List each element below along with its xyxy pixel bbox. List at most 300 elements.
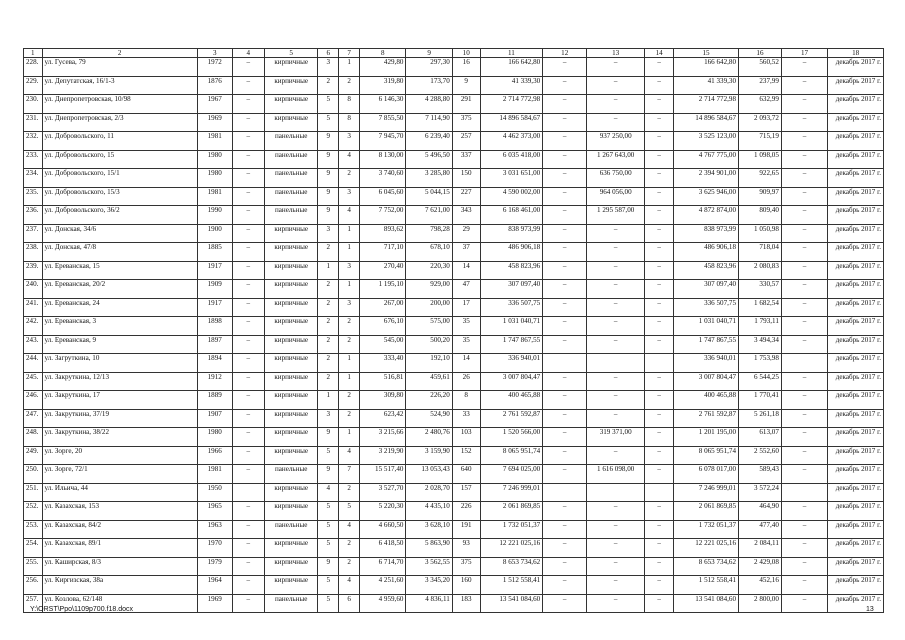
total-cost-cell: 1 031 040,71	[480, 317, 543, 336]
col-17-cell: –	[781, 58, 827, 77]
street-address-cell: ул. Депутатская, 16/1-3	[42, 76, 197, 95]
col-4-cell: –	[232, 206, 264, 225]
regional-funds-cell: –	[587, 557, 645, 576]
wall-material-cell: кирпичные	[265, 502, 318, 521]
residents-cell: 47	[452, 280, 480, 299]
table-row	[24, 428, 884, 447]
col-17-cell: –	[781, 391, 827, 410]
regional-funds-cell: –	[587, 280, 645, 299]
floors-cell: 9	[318, 428, 339, 447]
wall-material-cell: панельные	[265, 187, 318, 206]
cost-per-sqm-cell: 6 544,25	[739, 372, 782, 391]
street-address-cell: ул. Казахская, 153	[42, 502, 197, 521]
col-12-cell: –	[543, 446, 587, 465]
cost-per-sqm-cell: 1 793,11	[739, 317, 782, 336]
col-4-cell: –	[232, 298, 264, 317]
col-14-cell: –	[645, 409, 674, 428]
column-number: 8	[360, 49, 406, 58]
total-area-cell: 3 215,66	[360, 428, 406, 447]
residents-cell: 8	[452, 391, 480, 410]
column-number: 14	[645, 49, 674, 58]
col-12-cell: –	[543, 95, 587, 114]
local-funds-cell: 1 031 040,71	[674, 317, 739, 336]
local-funds-cell: 307 097,40	[674, 280, 739, 299]
street-address-cell: ул. Гусева, 79	[42, 58, 197, 77]
table-row	[24, 465, 884, 484]
residents-cell: 257	[452, 132, 480, 151]
column-number: 4	[232, 49, 264, 58]
deadline-cell: декабрь 2017 г.	[828, 409, 884, 428]
col-4-cell: –	[232, 261, 264, 280]
total-area-cell: 3 527,70	[360, 483, 406, 502]
regional-funds-cell: 1 295 587,00	[587, 206, 645, 225]
cost-per-sqm-cell: 1 753,98	[739, 354, 782, 373]
table-row	[24, 372, 884, 391]
local-funds-cell: 1 201 195,00	[674, 428, 739, 447]
deadline-cell: декабрь 2017 г.	[828, 446, 884, 465]
total-area-cell: 15 517,40	[360, 465, 406, 484]
col-14-cell: –	[645, 465, 674, 484]
year-built-cell: 1909	[197, 280, 232, 299]
deadline-cell: декабрь 2017 г.	[828, 483, 884, 502]
regional-funds-cell: –	[587, 261, 645, 280]
floors-cell: 9	[318, 206, 339, 225]
living-area-cell: 4 288,80	[406, 95, 452, 114]
cost-per-sqm-cell: 3 572,24	[739, 483, 782, 502]
total-cost-cell: 1 512 558,41	[480, 576, 543, 595]
entrances-cell: 2	[339, 483, 360, 502]
regional-funds-cell	[587, 483, 645, 502]
entrances-cell: 1	[339, 224, 360, 243]
cost-per-sqm-cell: 715,19	[739, 132, 782, 151]
cost-per-sqm-cell: 330,57	[739, 280, 782, 299]
year-built-cell: 1980	[197, 150, 232, 169]
cell-index-cell: 238.	[24, 243, 43, 262]
col-12-cell: –	[543, 298, 587, 317]
year-built-cell: 1885	[197, 243, 232, 262]
total-cost-cell: 4 590 002,00	[480, 187, 543, 206]
wall-material-cell: кирпичные	[265, 95, 318, 114]
entrances-cell: 3	[339, 187, 360, 206]
year-built-cell: 1889	[197, 391, 232, 410]
col-12-cell: –	[543, 428, 587, 447]
total-cost-cell: 336 940,01	[480, 354, 543, 373]
col-17-cell: –	[781, 317, 827, 336]
column-number: 15	[674, 49, 739, 58]
total-area-cell: 893,62	[360, 224, 406, 243]
year-built-cell: 1897	[197, 335, 232, 354]
col-17-cell: –	[781, 261, 827, 280]
cell-index-cell: 228.	[24, 58, 43, 77]
col-14-cell: –	[645, 132, 674, 151]
col-4-cell: –	[232, 446, 264, 465]
regional-funds-cell: 1 616 098,00	[587, 465, 645, 484]
living-area-cell: 6 239,40	[406, 132, 452, 151]
deadline-cell: декабрь 2017 г.	[828, 58, 884, 77]
cell-index-cell: 253.	[24, 520, 43, 539]
col-4-cell: –	[232, 354, 264, 373]
floors-cell: 5	[318, 539, 339, 558]
local-funds-cell: 458 823,96	[674, 261, 739, 280]
table-row	[24, 280, 884, 299]
total-cost-cell: 166 642,80	[480, 58, 543, 77]
wall-material-cell: кирпичные	[265, 409, 318, 428]
wall-material-cell: кирпичные	[265, 113, 318, 132]
deadline-cell: декабрь 2017 г.	[828, 354, 884, 373]
column-number: 2	[42, 49, 197, 58]
table-row	[24, 502, 884, 521]
street-address-cell: ул. Козлова, 62/148	[42, 594, 197, 613]
table-row	[24, 594, 884, 613]
year-built-cell: 1981	[197, 187, 232, 206]
total-area-cell: 717,10	[360, 243, 406, 262]
deadline-cell: декабрь 2017 г.	[828, 95, 884, 114]
cost-per-sqm-cell: 2 800,00	[739, 594, 782, 613]
table-row	[24, 58, 884, 77]
living-area-cell: 3 562,55	[406, 557, 452, 576]
col-14-cell: –	[645, 391, 674, 410]
floors-cell: 9	[318, 150, 339, 169]
total-cost-cell: 838 973,99	[480, 224, 543, 243]
local-funds-cell: 166 642,80	[674, 58, 739, 77]
cost-per-sqm-cell: 2 084,11	[739, 539, 782, 558]
total-area-cell: 8 130,00	[360, 150, 406, 169]
total-cost-cell: 1 732 051,37	[480, 520, 543, 539]
cell-index-cell: 243.	[24, 335, 43, 354]
col-14-cell: –	[645, 113, 674, 132]
regional-funds-cell: –	[587, 409, 645, 428]
year-built-cell: 1981	[197, 465, 232, 484]
col-14-cell: –	[645, 224, 674, 243]
entrances-cell: 2	[339, 409, 360, 428]
floors-cell: 3	[318, 224, 339, 243]
col-12-cell: –	[543, 372, 587, 391]
cell-index-cell: 229.	[24, 76, 43, 95]
wall-material-cell: кирпичные	[265, 428, 318, 447]
cost-per-sqm-cell: 5 261,18	[739, 409, 782, 428]
total-area-cell: 4 959,60	[360, 594, 406, 613]
floors-cell: 3	[318, 58, 339, 77]
local-funds-cell: 4 767 775,00	[674, 150, 739, 169]
col-12-cell: –	[543, 539, 587, 558]
cell-index-cell: 241.	[24, 298, 43, 317]
year-built-cell: 1967	[197, 95, 232, 114]
entrances-cell: 2	[339, 335, 360, 354]
col-4-cell: –	[232, 372, 264, 391]
street-address-cell: ул. Зорге, 20	[42, 446, 197, 465]
living-area-cell: 200,00	[406, 298, 452, 317]
entrances-cell: 5	[339, 502, 360, 521]
total-cost-cell: 7 246 999,01	[480, 483, 543, 502]
deadline-cell: декабрь 2017 г.	[828, 520, 884, 539]
column-number-row	[24, 49, 884, 58]
col-12-cell: –	[543, 187, 587, 206]
col-14-cell: –	[645, 317, 674, 336]
regional-funds-cell: –	[587, 594, 645, 613]
living-area-cell: 929,00	[406, 280, 452, 299]
street-address-cell: ул. Ереванская, 15	[42, 261, 197, 280]
living-area-cell: 13 053,43	[406, 465, 452, 484]
residents-cell: 640	[452, 465, 480, 484]
col-17-cell: –	[781, 594, 827, 613]
col-14-cell: –	[645, 372, 674, 391]
wall-material-cell: кирпичные	[265, 539, 318, 558]
col-17-cell: –	[781, 169, 827, 188]
regional-funds-cell: 1 267 643,00	[587, 150, 645, 169]
regional-funds-cell: –	[587, 76, 645, 95]
living-area-cell: 3 345,20	[406, 576, 452, 595]
cell-index-cell: 257.	[24, 594, 43, 613]
col-17-cell: –	[781, 520, 827, 539]
total-area-cell: 3 219,90	[360, 446, 406, 465]
total-area-cell: 7 945,70	[360, 132, 406, 151]
entrances-cell: 2	[339, 317, 360, 336]
total-area-cell: 6 418,50	[360, 539, 406, 558]
deadline-cell: декабрь 2017 г.	[828, 132, 884, 151]
year-built-cell: 1965	[197, 502, 232, 521]
column-number: 12	[543, 49, 587, 58]
deadline-cell: декабрь 2017 г.	[828, 76, 884, 95]
entrances-cell: 4	[339, 206, 360, 225]
residents-cell: 17	[452, 298, 480, 317]
table-row	[24, 557, 884, 576]
wall-material-cell: кирпичные	[265, 298, 318, 317]
residents-cell: 227	[452, 187, 480, 206]
deadline-cell: декабрь 2017 г.	[828, 428, 884, 447]
entrances-cell: 1	[339, 354, 360, 373]
total-area-cell: 6 146,30	[360, 95, 406, 114]
deadline-cell: декабрь 2017 г.	[828, 150, 884, 169]
living-area-cell: 226,20	[406, 391, 452, 410]
column-number: 7	[339, 49, 360, 58]
regional-funds-cell: –	[587, 113, 645, 132]
table-row	[24, 224, 884, 243]
cell-index-cell: 239.	[24, 261, 43, 280]
living-area-cell: 459,61	[406, 372, 452, 391]
cell-index-cell: 237.	[24, 224, 43, 243]
col-4-cell: –	[232, 187, 264, 206]
table-row	[24, 95, 884, 114]
total-area-cell: 4 251,60	[360, 576, 406, 595]
col-14-cell: –	[645, 520, 674, 539]
column-number: 11	[480, 49, 543, 58]
total-cost-cell: 1 520 566,00	[480, 428, 543, 447]
column-number: 17	[781, 49, 827, 58]
cost-per-sqm-cell: 809,40	[739, 206, 782, 225]
street-address-cell: ул. Киргизская, 38а	[42, 576, 197, 595]
floors-cell: 2	[318, 280, 339, 299]
total-cost-cell: 12 221 025,16	[480, 539, 543, 558]
entrances-cell: 2	[339, 391, 360, 410]
total-cost-cell: 41 339,30	[480, 76, 543, 95]
residents-cell: 37	[452, 243, 480, 262]
floors-cell: 2	[318, 243, 339, 262]
col-14-cell: –	[645, 206, 674, 225]
local-funds-cell: 2 714 772,98	[674, 95, 739, 114]
street-address-cell: ул. Ереванская, 20/2	[42, 280, 197, 299]
column-number: 18	[828, 49, 884, 58]
residents-cell: 183	[452, 594, 480, 613]
deadline-cell: декабрь 2017 г.	[828, 335, 884, 354]
regional-funds-cell: 964 056,00	[587, 187, 645, 206]
col-4-cell: –	[232, 335, 264, 354]
col-17-cell: –	[781, 409, 827, 428]
cost-per-sqm-cell: 477,40	[739, 520, 782, 539]
living-area-cell: 500,20	[406, 335, 452, 354]
col-4-cell: –	[232, 428, 264, 447]
cell-index-cell: 255.	[24, 557, 43, 576]
local-funds-cell: 7 246 999,01	[674, 483, 739, 502]
living-area-cell: 678,10	[406, 243, 452, 262]
living-area-cell: 4 836,11	[406, 594, 452, 613]
living-area-cell: 798,28	[406, 224, 452, 243]
col-17-cell: –	[781, 576, 827, 595]
total-area-cell: 333,40	[360, 354, 406, 373]
deadline-cell: декабрь 2017 г.	[828, 169, 884, 188]
wall-material-cell: кирпичные	[265, 243, 318, 262]
cell-index-cell: 250.	[24, 465, 43, 484]
floors-cell: 2	[318, 372, 339, 391]
table-row	[24, 409, 884, 428]
deadline-cell: декабрь 2017 г.	[828, 317, 884, 336]
local-funds-cell: 41 339,30	[674, 76, 739, 95]
street-address-cell: ул. Добровольского, 36/2	[42, 206, 197, 225]
col-14-cell: –	[645, 446, 674, 465]
total-cost-cell: 6 168 461,00	[480, 206, 543, 225]
total-area-cell: 4 660,50	[360, 520, 406, 539]
regional-funds-cell: –	[587, 446, 645, 465]
col-17-cell: –	[781, 76, 827, 95]
year-built-cell: 1979	[197, 557, 232, 576]
regional-funds-cell: –	[587, 298, 645, 317]
residents-cell: 9	[452, 76, 480, 95]
cost-per-sqm-cell: 1 098,05	[739, 150, 782, 169]
col-17-cell: –	[781, 502, 827, 521]
entrances-cell: 3	[339, 298, 360, 317]
local-funds-cell: 13 541 084,60	[674, 594, 739, 613]
local-funds-cell: 838 973,99	[674, 224, 739, 243]
column-number: 1	[24, 49, 43, 58]
local-funds-cell: 2 061 869,85	[674, 502, 739, 521]
total-area-cell: 7 855,50	[360, 113, 406, 132]
deadline-cell: декабрь 2017 г.	[828, 224, 884, 243]
total-cost-cell: 13 541 084,60	[480, 594, 543, 613]
table-row	[24, 113, 884, 132]
col-14-cell: –	[645, 280, 674, 299]
col-14-cell: –	[645, 243, 674, 262]
living-area-cell: 3 285,80	[406, 169, 452, 188]
year-built-cell: 1950	[197, 483, 232, 502]
col-17-cell: –	[781, 298, 827, 317]
wall-material-cell: панельные	[265, 206, 318, 225]
table-row	[24, 76, 884, 95]
cost-per-sqm-cell: 909,97	[739, 187, 782, 206]
col-4-cell: –	[232, 150, 264, 169]
local-funds-cell: 486 906,18	[674, 243, 739, 262]
wall-material-cell: кирпичные	[265, 261, 318, 280]
cost-per-sqm-cell: 632,99	[739, 95, 782, 114]
street-address-cell: ул. Днепропетровская, 2/3	[42, 113, 197, 132]
floors-cell: 9	[318, 132, 339, 151]
regional-funds-cell: 636 750,00	[587, 169, 645, 188]
total-area-cell: 6 045,60	[360, 187, 406, 206]
floors-cell: 9	[318, 557, 339, 576]
local-funds-cell: 12 221 025,16	[674, 539, 739, 558]
entrances-cell: 8	[339, 95, 360, 114]
cost-per-sqm-cell: 2 552,60	[739, 446, 782, 465]
col-17-cell: –	[781, 224, 827, 243]
deadline-cell: декабрь 2017 г.	[828, 113, 884, 132]
col-12-cell: –	[543, 150, 587, 169]
cell-index-cell: 236.	[24, 206, 43, 225]
floors-cell: 4	[318, 483, 339, 502]
local-funds-cell: 3 625 946,00	[674, 187, 739, 206]
year-built-cell: 1964	[197, 576, 232, 595]
total-area-cell: 6 714,70	[360, 557, 406, 576]
street-address-cell: ул. Закруткина, 17	[42, 391, 197, 410]
street-address-cell: ул. Донская, 34/6	[42, 224, 197, 243]
col-12-cell: –	[543, 58, 587, 77]
col-4-cell	[232, 483, 264, 502]
entrances-cell: 3	[339, 261, 360, 280]
street-address-cell: ул. Ереванская, 9	[42, 335, 197, 354]
local-funds-cell: 14 896 584,67	[674, 113, 739, 132]
col-4-cell: –	[232, 58, 264, 77]
floors-cell: 2	[318, 298, 339, 317]
living-area-cell: 2 480,76	[406, 428, 452, 447]
wall-material-cell: панельные	[265, 132, 318, 151]
cell-index-cell: 240.	[24, 280, 43, 299]
year-built-cell: 1981	[197, 132, 232, 151]
floors-cell: 5	[318, 594, 339, 613]
col-14-cell: –	[645, 58, 674, 77]
total-area-cell: 3 740,60	[360, 169, 406, 188]
table-row	[24, 261, 884, 280]
total-cost-cell: 336 507,75	[480, 298, 543, 317]
floors-cell: 9	[318, 187, 339, 206]
floors-cell: 5	[318, 446, 339, 465]
street-address-cell: ул. Добровольского, 15/1	[42, 169, 197, 188]
col-12-cell: –	[543, 76, 587, 95]
year-built-cell: 1907	[197, 409, 232, 428]
regional-funds-cell: 937 250,00	[587, 132, 645, 151]
street-address-cell: ул. Загруткина, 10	[42, 354, 197, 373]
col-12-cell: –	[543, 169, 587, 188]
entrances-cell: 4	[339, 150, 360, 169]
col-4-cell: –	[232, 576, 264, 595]
residents-cell: 337	[452, 150, 480, 169]
col-17-cell: –	[781, 557, 827, 576]
col-17-cell: –	[781, 446, 827, 465]
floors-cell: 5	[318, 520, 339, 539]
floors-cell: 9	[318, 169, 339, 188]
cost-per-sqm-cell: 613,07	[739, 428, 782, 447]
col-4-cell: –	[232, 224, 264, 243]
year-built-cell: 1917	[197, 261, 232, 280]
table-row	[24, 317, 884, 336]
living-area-cell: 5 496,50	[406, 150, 452, 169]
total-cost-cell: 8 653 734,62	[480, 557, 543, 576]
floors-cell: 2	[318, 76, 339, 95]
residents-cell: 157	[452, 483, 480, 502]
col-17-cell: –	[781, 132, 827, 151]
regional-funds-cell: –	[587, 224, 645, 243]
cost-per-sqm-cell: 2 080,83	[739, 261, 782, 280]
col-17-cell: –	[781, 280, 827, 299]
cost-per-sqm-cell: 589,43	[739, 465, 782, 484]
year-built-cell: 1876	[197, 76, 232, 95]
year-built-cell: 1980	[197, 428, 232, 447]
